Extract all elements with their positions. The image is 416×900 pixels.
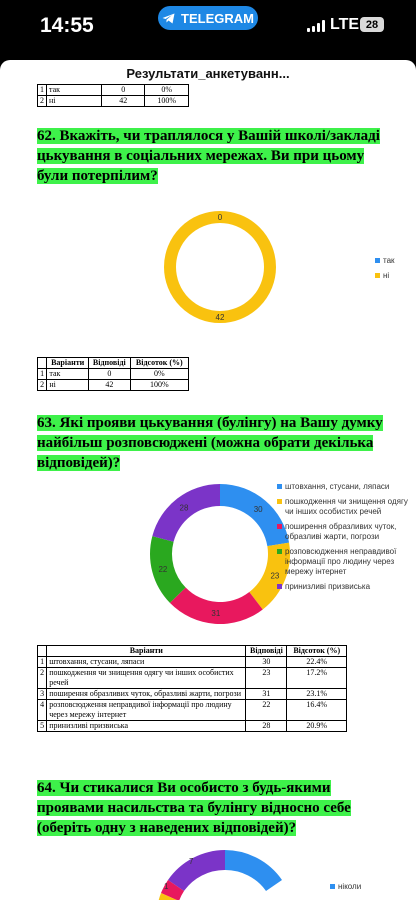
response-count: 31 xyxy=(246,689,287,700)
table-row xyxy=(38,96,189,107)
question-62-table xyxy=(37,357,189,391)
response-percent: 0% xyxy=(130,369,188,380)
response-count: 22 xyxy=(246,700,287,721)
telegram-return-pill[interactable] xyxy=(158,6,258,30)
table-row xyxy=(38,657,347,668)
table-row xyxy=(38,689,347,700)
response-count: 42 xyxy=(102,96,145,107)
question-62-legend xyxy=(375,256,415,286)
legend-swatch xyxy=(277,524,282,529)
row-number: 5 xyxy=(38,721,47,732)
question-64-donut-chart xyxy=(150,845,300,900)
clock: 14:55 xyxy=(40,14,94,37)
legend-swatch xyxy=(330,884,335,889)
donut-value-label: 31 xyxy=(211,608,221,618)
donut-value-label: 0 xyxy=(217,213,223,222)
row-number: 3 xyxy=(38,689,47,700)
partial-table-body xyxy=(38,85,189,107)
response-percent: 16.4% xyxy=(287,700,347,721)
response-count: 0 xyxy=(102,85,145,96)
table-row xyxy=(38,668,347,689)
donut-slice xyxy=(170,588,263,624)
legend-label: ні xyxy=(383,271,390,280)
q64-slice-purple xyxy=(168,850,225,891)
q64-label-1: 7 xyxy=(189,857,194,866)
question-64-legend xyxy=(330,882,361,897)
signal-icon xyxy=(307,20,325,32)
table-row xyxy=(38,700,347,721)
option-label: так xyxy=(47,85,102,96)
table-row xyxy=(38,380,189,391)
donut-value-label: 23 xyxy=(270,571,280,581)
row-number: 1 xyxy=(38,369,47,380)
column-header: Відповіді xyxy=(246,646,287,657)
legend-swatch xyxy=(277,584,282,589)
legend-swatch xyxy=(277,499,282,504)
document-sheet[interactable] xyxy=(0,60,416,900)
legend-label: поширення образливих чуток, образливі жарти, погрози xyxy=(285,522,397,541)
q64-slice-blue xyxy=(225,850,282,891)
legend-item xyxy=(375,256,415,266)
response-count: 30 xyxy=(246,657,287,668)
option-label: принизливі призвиська xyxy=(47,721,246,732)
row-number: 1 xyxy=(38,85,47,96)
column-header: Варіанти xyxy=(47,358,89,369)
q64-legend-label: ніколи xyxy=(338,882,362,891)
row-number: 2 xyxy=(38,668,47,689)
legend-label: так xyxy=(383,256,395,265)
legend-label: пошкодження чи знищення одягу чи інших особистих речей xyxy=(285,497,408,516)
legend-label: розповсюдження неправдивої інформації про людину через мережу інтернет xyxy=(285,547,397,576)
option-label: поширення образливих чуток, образливі жарти, погрози xyxy=(47,689,246,700)
response-percent: 20.9% xyxy=(287,721,347,732)
legend-item xyxy=(277,482,413,492)
donut-value-label: 28 xyxy=(179,503,189,513)
row-number: 2 xyxy=(38,96,47,107)
donut-value-label: 22 xyxy=(158,565,168,575)
legend-swatch xyxy=(277,549,282,554)
table-row xyxy=(38,369,189,380)
legend-swatch xyxy=(375,273,380,278)
response-percent: 100% xyxy=(145,96,189,107)
option-label: розповсюдження неправдивої інформації про людину через мережу інтернет xyxy=(47,700,246,721)
column-header: Відповіді xyxy=(89,358,131,369)
option-label: так xyxy=(47,369,89,380)
donut-slice xyxy=(170,217,270,317)
telegram-icon xyxy=(162,13,175,24)
legend-item xyxy=(277,547,413,577)
header-index xyxy=(38,358,47,369)
option-label: штовхання, стусани, ляпаси xyxy=(47,657,246,668)
response-count: 42 xyxy=(89,380,131,391)
status-bar xyxy=(0,0,416,62)
donut-value-label: 30 xyxy=(253,505,263,515)
option-label: ні xyxy=(47,96,102,107)
legend-label: штовхання, стусани, ляпаси xyxy=(285,482,390,491)
question-63-table xyxy=(37,645,347,732)
legend-swatch xyxy=(277,484,282,489)
response-percent: 23.1% xyxy=(287,689,347,700)
response-count: 0 xyxy=(89,369,131,380)
question-64-title: 64. Чи стикалися Ви особисто з будь-якими проявами насильства та булінгу відносно себе (оберіть одну з наведених відповідей)? xyxy=(37,780,351,836)
partial-results-table xyxy=(37,84,189,107)
q64-label-2: 1 xyxy=(164,882,169,891)
table-row xyxy=(38,721,347,732)
legend-swatch xyxy=(375,258,380,263)
document-title: Результати_анкетуванн... xyxy=(126,66,290,81)
header-index xyxy=(38,646,47,657)
response-percent: 17.2% xyxy=(287,668,347,689)
network-type: LTE xyxy=(330,16,360,33)
donut-slice xyxy=(152,484,220,542)
question-63-legend xyxy=(277,482,413,597)
column-header: Відсоток (%) xyxy=(287,646,347,657)
response-count: 28 xyxy=(246,721,287,732)
question-63-donut-chart xyxy=(147,482,293,626)
row-number: 2 xyxy=(38,380,47,391)
battery-icon: 28 xyxy=(360,17,384,32)
legend-item xyxy=(277,522,413,542)
option-label: ні xyxy=(47,380,89,391)
telegram-label: TELEGRAM xyxy=(181,10,254,26)
legend-item xyxy=(375,271,415,281)
option-label: пошкодження чи знищення одягу чи інших особистих речей xyxy=(47,668,246,689)
response-count: 23 xyxy=(246,668,287,689)
legend-label: принизливі призвиська xyxy=(285,582,371,591)
legend-item xyxy=(277,582,413,592)
question-63-title: 63. Які прояви цькування (булінгу) на Вашу думку найбільш розповсюджені (можна обрати декілька відповідей)? xyxy=(37,415,383,471)
table-row xyxy=(38,85,189,96)
column-header: Відсоток (%) xyxy=(130,358,188,369)
document-page[interactable] xyxy=(0,60,416,900)
response-percent: 100% xyxy=(130,380,188,391)
response-percent: 22.4% xyxy=(287,657,347,668)
column-header: Варіанти xyxy=(47,646,246,657)
row-number: 1 xyxy=(38,657,47,668)
donut-value-label: 42 xyxy=(215,313,225,322)
legend-item xyxy=(277,497,413,517)
response-percent: 0% xyxy=(145,85,189,96)
question-62-donut-chart xyxy=(164,195,276,339)
row-number: 4 xyxy=(38,700,47,721)
question-62-title: 62. Вкажіть, чи траплялося у Вашій школі/закладі цькування в соціальних мережах. Ви при цьому були потерпілим? xyxy=(37,128,380,184)
